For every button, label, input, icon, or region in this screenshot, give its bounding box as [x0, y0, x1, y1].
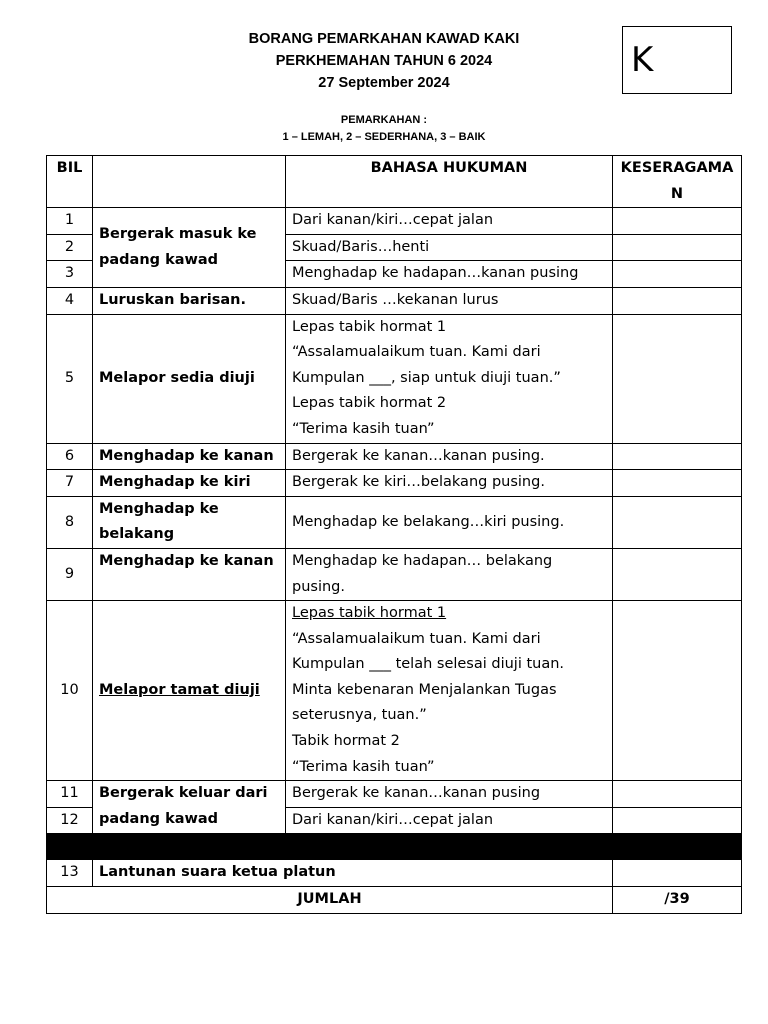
form-date: 27 September 2024 [318, 75, 450, 91]
score-cell[interactable] [613, 548, 742, 600]
command-line: seterusnya, tuan.” [292, 707, 427, 724]
command-cell: Skuad/Baris …kekanan lurus [286, 287, 613, 314]
row-number: 13 [47, 860, 93, 887]
total-label: JUMLAH [47, 887, 613, 914]
marking-scale-text: 1 – LEMAH, 2 – SEDERHANA, 3 – BAIK [282, 131, 486, 143]
row-number: 4 [47, 287, 93, 314]
total-row [47, 887, 742, 914]
score-cell[interactable] [613, 234, 742, 261]
score-cell[interactable] [613, 261, 742, 288]
command-cell [286, 548, 613, 600]
title-line-2: PERKHEMAHAN TAHUN 6 2024 [275, 53, 493, 69]
marking-label: PEMARKAHAN : [340, 114, 428, 126]
table-header-row [47, 156, 742, 208]
group-code-box: K [622, 26, 732, 94]
command-cell: Menghadap ke belakang…kiri pusing. [286, 496, 613, 548]
table-row [47, 314, 742, 443]
command-line: “Terima kasih tuan” [292, 420, 435, 437]
marking-scale [0, 112, 768, 146]
activity-cell: Menghadap ke kanan [93, 548, 286, 600]
score-cell[interactable] [613, 470, 742, 497]
score-cell[interactable] [613, 208, 742, 235]
command-line: Kumpulan ___ telah selesai diuji tuan. [292, 656, 565, 673]
header-blank [93, 156, 286, 208]
command-line: Lepas tabik hormat 1 [292, 318, 447, 335]
row-number: 12 [47, 807, 93, 834]
command-cell: Bergerak ke kiri…belakang pusing. [286, 470, 613, 497]
table-row [47, 601, 742, 781]
command-cell: Dari kanan/kiri…cepat jalan [286, 807, 613, 834]
score-cell[interactable] [613, 443, 742, 470]
row-number: 8 [47, 496, 93, 548]
activity-cell: Lantunan suara ketua platun [93, 860, 613, 887]
score-cell[interactable] [613, 496, 742, 548]
activity-cell: Melapor tamat diuji [93, 601, 286, 781]
row-number: 1 [47, 208, 93, 235]
header-bil: BIL [47, 156, 93, 208]
activity-cell: Menghadap ke kiri [93, 470, 286, 497]
row-number: 9 [47, 548, 93, 600]
score-cell[interactable] [613, 601, 742, 781]
activity-cell: Bergerak masuk ke padang kawad [93, 208, 286, 288]
command-cell [286, 314, 613, 443]
table-row [47, 496, 742, 548]
command-line: Lepas tabik hormat 2 [292, 395, 447, 412]
table-row [47, 781, 742, 808]
row-number: 10 [47, 601, 93, 781]
score-cell[interactable] [613, 860, 742, 887]
score-cell[interactable] [613, 287, 742, 314]
black-separator [47, 834, 742, 860]
total-value: /39 [613, 887, 742, 914]
command-line: Lepas tabik hormat 1 [292, 605, 447, 622]
command-line: Menghadap ke hadapan… belakang [292, 552, 553, 569]
row-number: 11 [47, 781, 93, 808]
command-cell: Dari kanan/kiri…cepat jalan [286, 208, 613, 235]
command-line: Tabik hormat 2 [292, 733, 400, 750]
score-cell[interactable] [613, 314, 742, 443]
table-row [47, 287, 742, 314]
header-uniformity: KESERAGAMAN [613, 156, 742, 208]
command-cell: Skuad/Baris…henti [286, 234, 613, 261]
command-cell: Bergerak ke kanan…kanan pusing [286, 781, 613, 808]
row-number: 6 [47, 443, 93, 470]
activity-cell: Melapor sedia diuji [93, 314, 286, 443]
header-command: BAHASA HUKUMAN [286, 156, 613, 208]
activity-cell: Luruskan barisan. [93, 287, 286, 314]
scoring-table [46, 155, 742, 914]
command-line: “Terima kasih tuan” [292, 758, 435, 775]
table-row [47, 548, 742, 600]
activity-cell: Menghadap ke kanan [93, 443, 286, 470]
score-cell[interactable] [613, 781, 742, 808]
row-number: 7 [47, 470, 93, 497]
command-line: pusing. [292, 578, 345, 595]
command-line: “Assalamualaikum tuan. Kami dari [292, 630, 541, 647]
row-number: 2 [47, 234, 93, 261]
table-row [47, 208, 742, 235]
table-row [47, 470, 742, 497]
activity-cell: Bergerak keluar dari padang kawad [93, 781, 286, 834]
command-cell: Menghadap ke hadapan…kanan pusing [286, 261, 613, 288]
command-line: Kumpulan ___, siap untuk diuji tuan.” [292, 369, 561, 386]
row-number: 5 [47, 314, 93, 443]
command-cell [286, 601, 613, 781]
title-line-1: BORANG PEMARKAHAN KAWAD KAKI [248, 31, 520, 47]
table-row [47, 443, 742, 470]
activity-cell: Menghadap ke belakang [93, 496, 286, 548]
command-cell: Bergerak ke kanan…kanan pusing. [286, 443, 613, 470]
command-line: Minta kebenaran Menjalankan Tugas [292, 681, 557, 698]
score-cell[interactable] [613, 807, 742, 834]
row-number: 3 [47, 261, 93, 288]
table-row [47, 860, 742, 887]
separator-row [47, 834, 742, 860]
command-line: “Assalamualaikum tuan. Kami dari [292, 344, 541, 361]
